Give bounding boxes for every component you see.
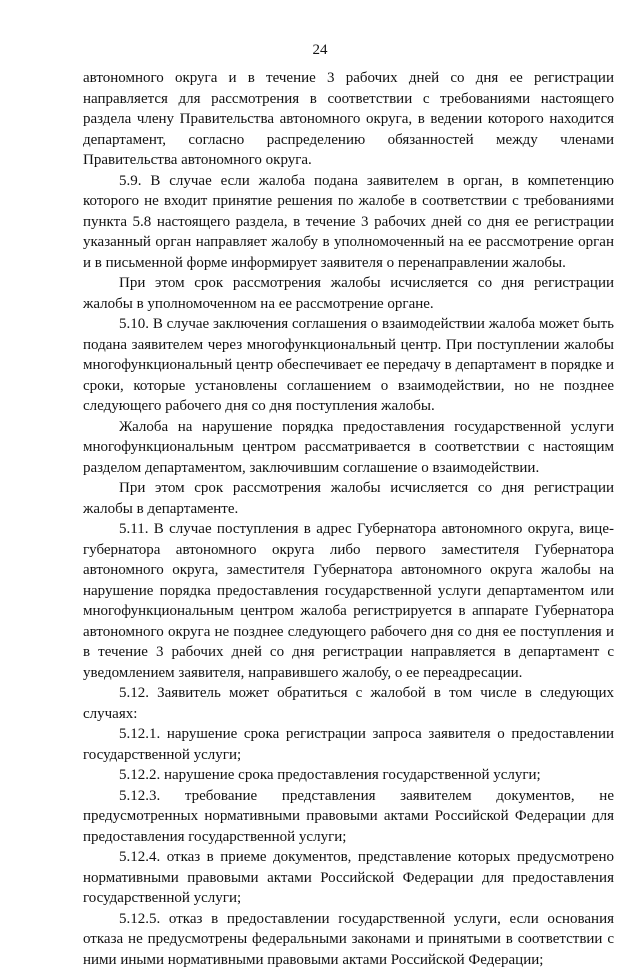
list-item-5-12-1: 5.12.1. нарушение срока регистрации запроса заявителя о предоставлении государственной услуги; — [83, 724, 614, 765]
paragraph-5-12: 5.12. Заявитель может обратиться с жалобой в том числе в следующих случаях: — [83, 683, 614, 724]
document-body — [83, 68, 614, 970]
list-item-5-12-3: 5.12.3. требование представления заявителем документов, не предусмотренных нормативными правовыми актами Российской Федерации для предоставления государственной услуги; — [83, 786, 614, 848]
paragraph-5-9: 5.9. В случае если жалоба подана заявителем в орган, в компетенцию которого не входит принятие решения по жалобе в соответствии с требованиями пункта 5.8 настоящего раздела, в течение 3 рабочих дней со дня ее регистрации указанный орган направляет жалобу в уполномоченный на ее рассмотрение орган и в письменной форме информирует заявителя о перенаправлении жалобы. — [83, 171, 614, 274]
list-item-5-12-4: 5.12.4. отказ в приеме документов, представление которых предусмотрено нормативными правовыми актами Российской Федерации для предоставления государственной услуги; — [83, 847, 614, 909]
list-item-5-12-2: 5.12.2. нарушение срока предоставления государственной услуги; — [83, 765, 614, 786]
page-number: 24 — [0, 40, 640, 60]
paragraph-continuation: автономного округа и в течение 3 рабочих дней со дня ее регистрации направляется для рассмотрения в соответствии с требованиями настоящего раздела члену Правительства автономного округа, в ведении которого находится департамент, согласно распределению обязанностей между членами Правительства автономного округа. — [83, 68, 614, 171]
paragraph-5-10-mfc: Жалоба на нарушение порядка предоставления государственной услуги многофункциональным центром рассматривается в соответствии с настоящим разделом департаментом, заключившим соглашение о взаимодействии. — [83, 417, 614, 479]
paragraph-5-10-term: При этом срок рассмотрения жалобы исчисляется со дня регистрации жалобы в департаменте. — [83, 478, 614, 519]
list-item-5-12-5: 5.12.5. отказ в предоставлении государственной услуги, если основания отказа не предусмотрены федеральными законами и принятыми в соответствии с ними иными нормативными правовыми актами Российской Федерации; — [83, 909, 614, 970]
paragraph-5-10: 5.10. В случае заключения соглашения о взаимодействии жалоба может быть подана заявителем через многофункциональный центр. При поступлении жалобы многофункциональный центр обеспечивает ее передачу в департамент в порядке и сроки, которые установлены соглашением о взаимодействии, но не позднее следующего рабочего дня со дня поступления жалобы. — [83, 314, 614, 417]
paragraph-5-11: 5.11. В случае поступления в адрес Губернатора автономного округа, вице-губернатора автономного округа либо первого заместителя Губернатора автономного округа, заместителя Губернатора автономного округа жалобы на нарушение порядка предоставления государственной услуги департаментом или многофункциональным центром жалоба регистрируется в аппарате Губернатора автономного округа не позднее следующего рабочего дня со дня ее поступления и в течение 3 рабочих дней со дня регистрации направляется в департамент с уведомлением заявителя, направившего жалобу, о ее переадресации. — [83, 519, 614, 683]
paragraph-5-9-term: При этом срок рассмотрения жалобы исчисляется со дня регистрации жалобы в уполномоченном на ее рассмотрение органе. — [83, 273, 614, 314]
